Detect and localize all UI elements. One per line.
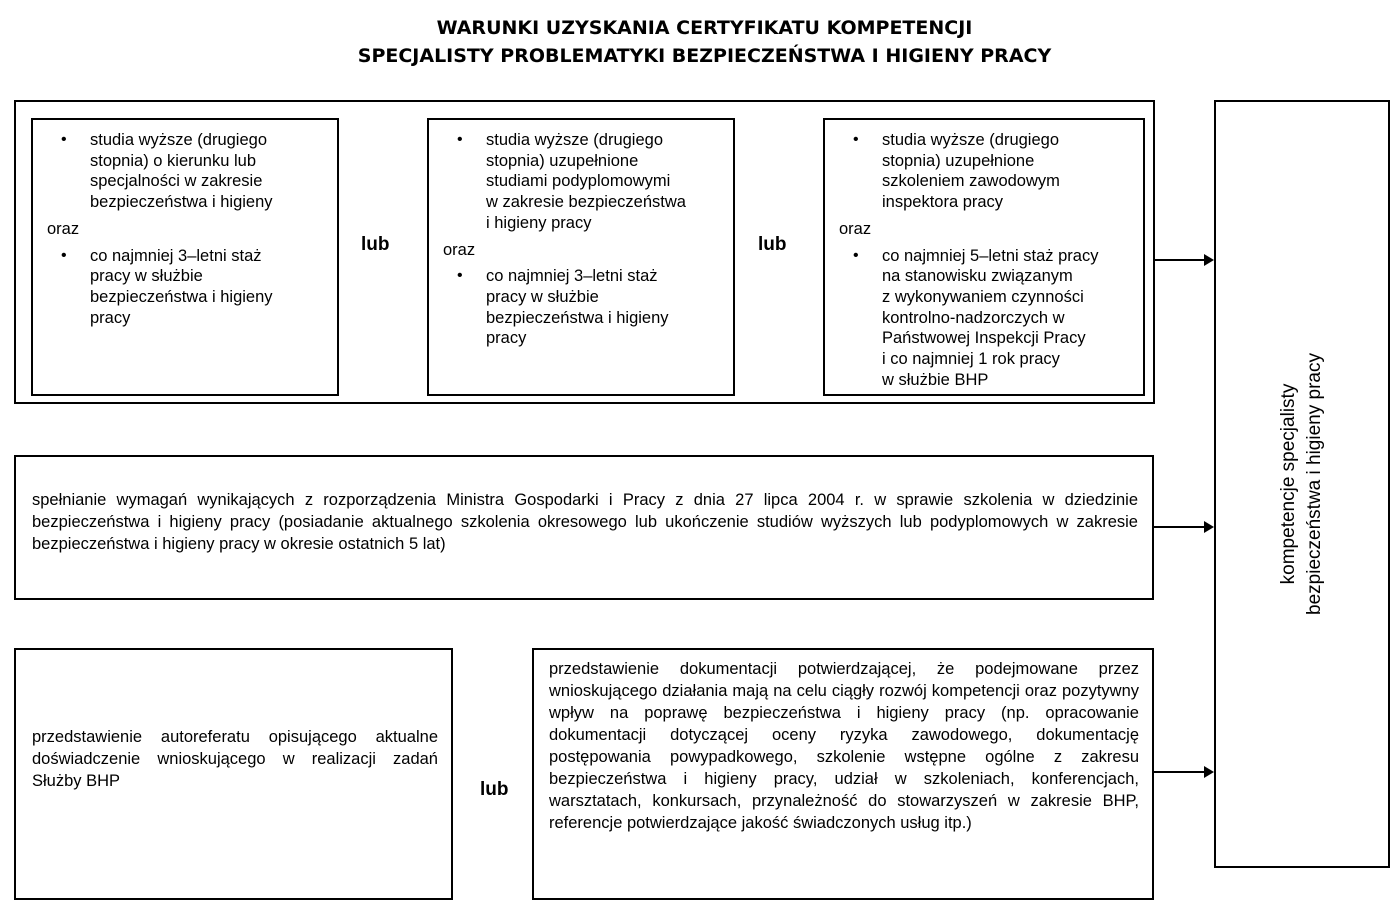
autoreferat-text: przedstawienie autoreferatu opisującego aktualne doświadczenie wnioskującego w realizacji zadań Służby BHP [32,728,438,790]
documentation-box [532,648,1154,900]
option-1-bullet-1: • studia wyższe (drugiego stopnia) o kierunku lub specjalności w zakresie bezpieczeństwa i higieny [90,130,329,213]
option-2-box [427,118,735,396]
or-label-1: lub [361,234,390,255]
or-label-2: lub [758,234,787,255]
option-2-connector: oraz [443,240,476,259]
arrow-documentation [1154,771,1212,773]
title-line-1: WARUNKI UZYSKANIA CERTYFIKATU KOMPETENCJI [436,17,973,39]
competence-result-box [1214,100,1390,868]
training-box [14,455,1154,600]
option-3-bullet-2: • co najmniej 5–letni staż pracy na stanowisku związanym z wykonywaniem czynności kontrolno-nadzorczych w Państwowej Inspekcji Pracy i co najmniej 1 rok pracy w służbie BHP [882,246,1135,391]
option-3-bullet-1: • studia wyższe (drugiego stopnia) uzupełnione szkoleniem zawodowym inspektora pracy [882,130,1135,213]
option-1-bullet-2: • co najmniej 3–letni staż pracy w służbie bezpieczeństwa i higieny pracy [90,246,329,329]
arrow-training [1154,526,1212,528]
diagram-title [0,14,1399,70]
option-3-connector: oraz [839,219,872,238]
option-1-connector: oraz [47,219,80,238]
option-2-bullet-2: • co najmniej 3–letni staż pracy w służbie bezpieczeństwa i higieny pracy [486,266,725,349]
or-label-3: lub [480,779,509,800]
competence-result-text: kompetencje specjalisty bezpieczeństwa i higieny pracy [1278,353,1325,615]
option-3-box [823,118,1145,396]
title-line-2: SPECJALISTY PROBLEMATYKI BEZPIECZEŃSTWA I HIGIENY PRACY [357,45,1052,67]
documentation-text: przedstawienie dokumentacji potwierdzającej, że podejmowane przez wnioskującego działania mają na celu ciągły rozwój kompetencji oraz pozytywny wpływ na poprawę bezpieczeństwa i higieny pracy (np. opracowanie dokumentacji dotyczącej oceny ryzyka zawodowego, dokumentację postępowania powypadkowego, szkolenie wstępne ogólne z zakresu bezpieczeństwa i higieny pracy, udział w szkoleniach, konferencjach, warsztatach, konkursach, przynależność do stowarzyszeń w zakresie BHP, referencje potwierdzające jakość świadczonych usług itp.) [549,660,1139,832]
training-text: spełnianie wymagań wynikających z rozporządzenia Ministra Gospodarki i Pracy z dnia 27 lipca 2004 r. w sprawie szkolenia w dziedzinie bezpieczeństwa i higieny pracy (posiadanie aktualnego szkolenia okresowego lub ukończenie studiów wyższych lub podyplomowych w zakresie bezpieczeństwa i higieny pracy w okresie ostatnich 5 lat) [32,491,1138,553]
option-1-box [31,118,339,396]
option-2-bullet-1: • studia wyższe (drugiego stopnia) uzupełnione studiami podyplomowymi w zakresie bezpieczeństwa i higieny pracy [486,130,725,234]
arrow-education [1155,259,1212,261]
autoreferat-box [14,648,453,900]
